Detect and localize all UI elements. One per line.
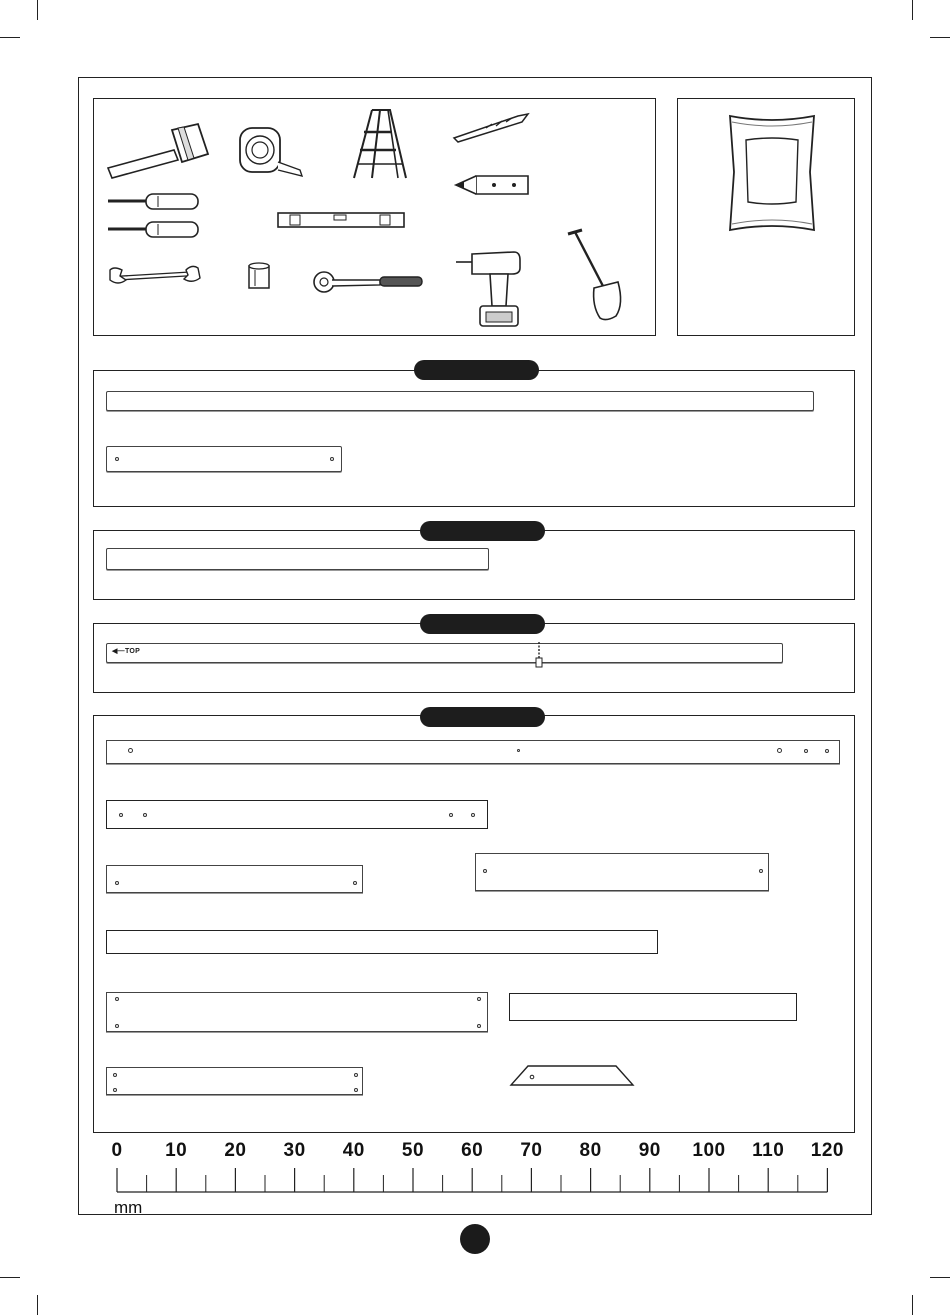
top-label: TOP [124,648,141,655]
ruler-unit: mm [114,1198,143,1217]
ruler-tick-label: 110 [752,1140,785,1161]
ruler-tick-label: 80 [579,1140,602,1161]
ruler-tick-label: 100 [692,1140,726,1161]
ruler-tick-label: 0 [111,1140,123,1161]
ruler-tick-label: 50 [401,1140,425,1161]
ruler-tick-label: 60 [461,1140,484,1161]
ruler-tick-label: 30 [283,1140,306,1161]
ruler-tick-label: 20 [224,1140,247,1161]
ruler-tick-label: 40 [342,1140,365,1161]
ruler-tick-label: 90 [638,1140,661,1161]
ruler-tick-label: 10 [165,1140,188,1161]
ruler-tick-label: 120 [810,1140,844,1161]
ruler-tick-label: 70 [520,1140,543,1161]
left-arrow-icon: ◀— [112,648,125,655]
page-number-badge [460,1224,490,1254]
